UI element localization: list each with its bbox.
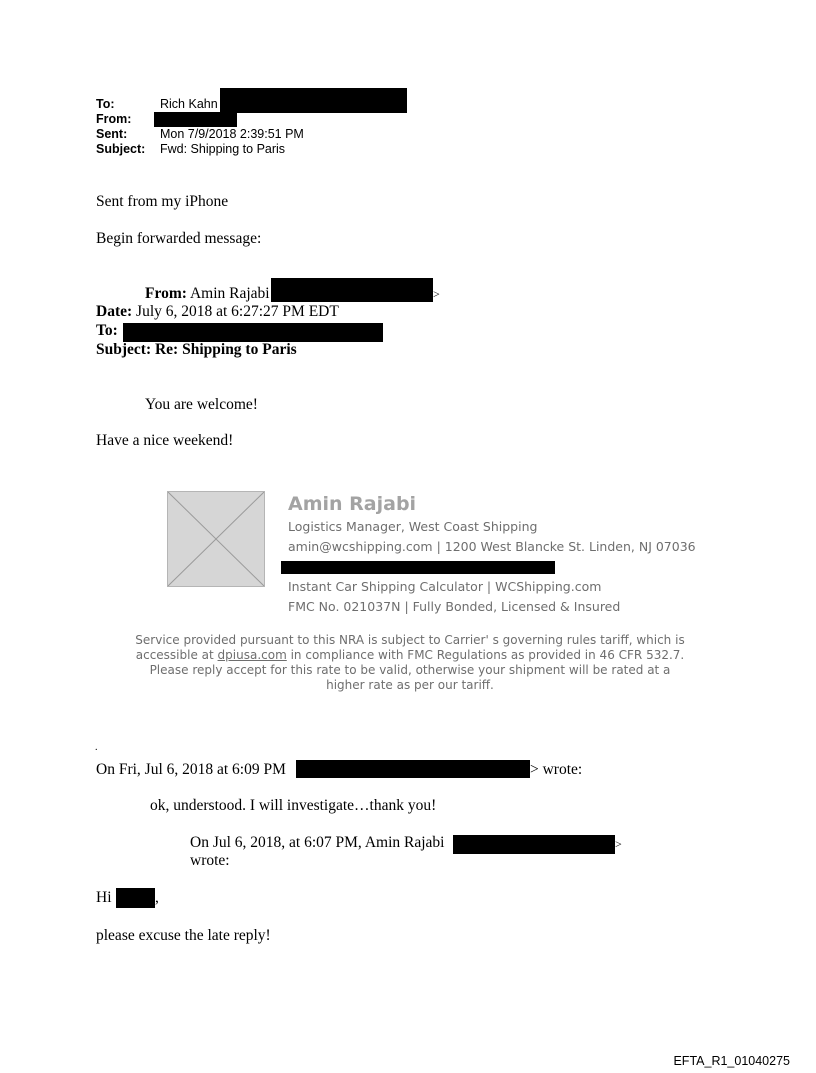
redaction-fwd-from bbox=[271, 278, 433, 302]
redaction-fwd-to bbox=[123, 323, 383, 342]
from-label: From: bbox=[96, 112, 132, 126]
on-jul-prefix: On Jul 6, 2018, at 6:07 PM, Amin Rajabi bbox=[190, 834, 445, 851]
fwd-date-line bbox=[96, 303, 339, 321]
begin-forwarded: Begin forwarded message: bbox=[96, 230, 262, 247]
signature-title: Logistics Manager, West Coast Shipping bbox=[288, 519, 538, 534]
redaction-on-fri bbox=[296, 760, 530, 778]
excuse-late-reply: please excuse the late reply! bbox=[96, 927, 271, 944]
fwd-date-value: July 6, 2018 at 6:27:27 PM EDT bbox=[136, 303, 339, 320]
fwd-to-label: To: bbox=[96, 322, 118, 339]
you-are-welcome: You are welcome! bbox=[145, 396, 258, 413]
redaction-from bbox=[154, 112, 237, 127]
to-label: To: bbox=[96, 97, 115, 111]
image-placeholder-icon bbox=[168, 492, 264, 586]
document-id: EFTA_R1_01040275 bbox=[673, 1054, 790, 1068]
on-fri-wrote-prefix: On Fri, Jul 6, 2018 at 6:09 PM bbox=[96, 761, 286, 778]
nice-weekend: Have a nice weekend! bbox=[96, 432, 234, 449]
fwd-from-value: Amin Rajabi bbox=[189, 285, 270, 302]
fwd-subject-label: Subject: bbox=[96, 341, 152, 358]
nra-disclaimer bbox=[130, 633, 690, 693]
signature-contact[interactable]: amin@wcshipping.com | 1200 West Blancke St. Linden, NJ 07036 bbox=[288, 539, 696, 554]
fwd-subject-value: Re: Shipping to Paris bbox=[154, 341, 297, 358]
subject-label: Subject: bbox=[96, 142, 146, 156]
fwd-from-suffix: > bbox=[433, 287, 440, 301]
stray-dot: . bbox=[95, 742, 98, 753]
reply-understood: ok, understood. I will investigate…thank you! bbox=[150, 797, 437, 814]
redaction-to bbox=[220, 88, 407, 113]
sent-from-iphone: Sent from my iPhone bbox=[96, 193, 229, 210]
fwd-to-line bbox=[96, 322, 118, 340]
on-fri-wrote-suffix: > wrote: bbox=[530, 761, 583, 778]
fwd-date-label: Date: bbox=[96, 303, 133, 320]
hi-greeting: Hi bbox=[96, 889, 112, 906]
to-value: Rich Kahn bbox=[160, 97, 218, 111]
sent-label: Sent: bbox=[96, 127, 128, 141]
on-jul-gt: > bbox=[615, 837, 622, 851]
signature-image-placeholder bbox=[167, 491, 265, 587]
signature-name: Amin Rajabi bbox=[288, 493, 417, 515]
disclaimer-text-1: Service provided pursuant to this NRA is subject to Carrier' s governing rules tariff, which is accessible at bbox=[135, 633, 685, 662]
redaction-signature bbox=[281, 561, 555, 574]
disclaimer-text-2: in compliance with FMC Regulations as provided in 46 CFR 532.7. Please reply accept for this rate to be valid, otherwise your shipment will be rated at a higher rate as per our tariff. bbox=[149, 648, 685, 692]
fwd-from-line bbox=[145, 285, 270, 303]
signature-links[interactable]: Instant Car Shipping Calculator | WCShipping.com bbox=[288, 579, 602, 594]
subject-value: Fwd: Shipping to Paris bbox=[160, 142, 286, 156]
on-jul-wrote: wrote: bbox=[190, 852, 230, 869]
signature-fmc: FMC No. 021037N | Fully Bonded, Licensed & Insured bbox=[288, 599, 621, 614]
hi-comma: , bbox=[155, 889, 159, 906]
fwd-subject-line bbox=[96, 341, 297, 359]
redaction-hi-name bbox=[116, 888, 155, 908]
fwd-from-label: From: bbox=[145, 285, 187, 302]
dpiusa-link[interactable]: dpiusa.com bbox=[217, 648, 287, 662]
sent-value: Mon 7/9/2018 2:39:51 PM bbox=[160, 127, 304, 141]
redaction-on-jul bbox=[453, 835, 615, 854]
